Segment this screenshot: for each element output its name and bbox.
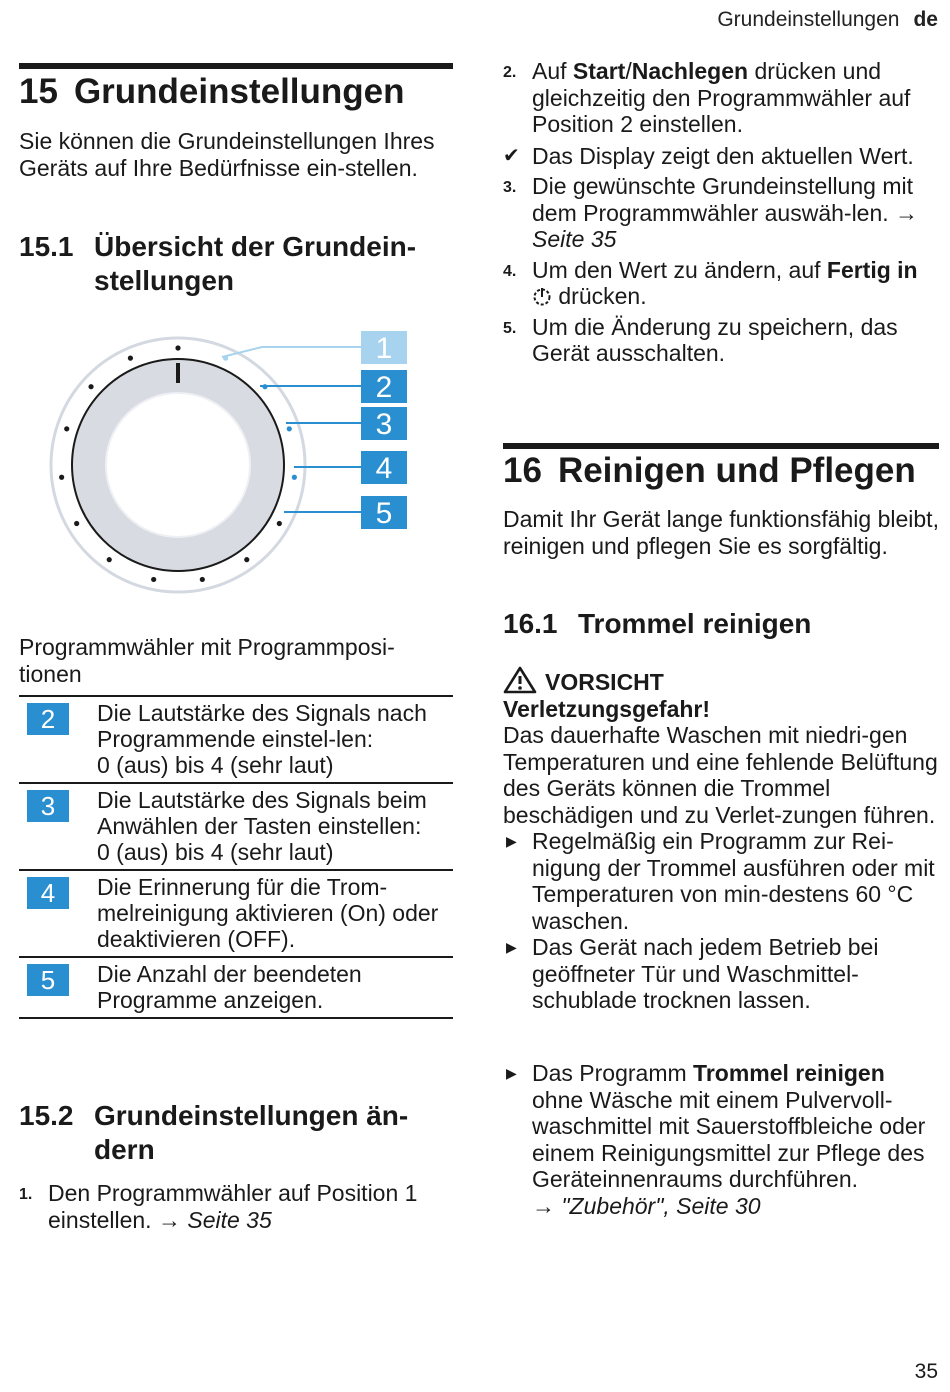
instruction-text: ohne Wäsche mit einem Pulvervoll-waschmittel mit Sauerstoffbleiche oder einem Reinigungsmittel zur Pflege des Geräteinnenraums durchführen. (532, 1086, 926, 1192)
page-reference-link[interactable]: "Zubehör", Seite 30 (561, 1192, 761, 1219)
step-marker: 3. (503, 179, 517, 196)
callout-number: 1 (375, 332, 393, 365)
section-16-rule (503, 443, 939, 449)
dial-center (106, 393, 250, 537)
timer-icon (532, 286, 552, 306)
warning-bullets (503, 828, 939, 1014)
position-dot (277, 521, 282, 526)
settings-table (19, 695, 453, 1019)
position-dot (107, 557, 112, 562)
callout-number: 2 (375, 371, 393, 404)
position-badge: 2 (27, 703, 69, 735)
page-reference-link[interactable]: Seite 35 (187, 1206, 272, 1233)
step-text: Den Programmwähler auf Position 1 einstellen. (48, 1180, 418, 1233)
step-text: Um die Änderung zu speichern, das Gerät ausschalten. (532, 313, 898, 366)
position-dot (200, 577, 205, 582)
bullet-triangle-icon: ▶ (506, 1065, 517, 1081)
position-dot (88, 384, 93, 389)
subsection-number: 16.1 (503, 608, 558, 639)
warning-headline: Verletzungsgefahr! (503, 696, 711, 722)
section-16-heading (503, 452, 939, 490)
section-title: Grundeinstellungen (73, 72, 405, 111)
program-name: Trommel reinigen (693, 1060, 885, 1086)
section-16-intro: Damit Ihr Gerät lange funktionsfähig bleibt, reinigen und pflegen Sie es sorgfältig. (503, 506, 939, 559)
position-dot (292, 475, 297, 480)
badge-cell (19, 957, 97, 1018)
position-dot (287, 426, 292, 431)
description-text: Die Lautstärke des Signals beim Anwählen der Tasten einstellen: (97, 787, 427, 839)
position-badge: 4 (27, 877, 69, 909)
step-1 (19, 1180, 453, 1233)
step-text: Auf (532, 58, 567, 84)
warning-bullet (503, 934, 939, 1014)
setting-description (97, 783, 453, 870)
value-range: 0 (aus) bis 4 (sehr laut) (97, 839, 334, 865)
section-16-1-heading (503, 607, 939, 641)
subsection-title-line2: dern (94, 1134, 155, 1165)
slash: / (625, 58, 632, 84)
page-number: 35 (914, 1360, 938, 1383)
position-dot (175, 345, 180, 350)
position-dot (128, 356, 133, 361)
table-row (19, 870, 453, 957)
header-section: Grundeinstellungen (717, 8, 900, 31)
arrow-icon: → (157, 1206, 181, 1233)
step-3 (503, 173, 939, 253)
callout-number: 4 (375, 452, 393, 485)
section-title: Reinigen und Pflegen (557, 451, 916, 490)
step-marker: 4. (503, 262, 517, 280)
value-range: 0 (aus) bis 4 (sehr laut) (97, 752, 334, 778)
header-language: de (913, 8, 938, 31)
section-15-1-heading (19, 230, 453, 298)
page-reference-link[interactable]: Seite 35 (532, 226, 617, 252)
section-number: 15 (19, 72, 58, 111)
badge-cell (19, 696, 97, 783)
step-text: drücken und gleichzeitig den Programmwähler auf Position 2 einstellen. (532, 58, 911, 137)
step-2 (503, 58, 939, 138)
badge-cell (19, 870, 97, 957)
step-text: Die gewünschte Grundeinstellung mit dem Programmwähler auswäh-len. (532, 173, 913, 226)
instruction-item (503, 1060, 939, 1219)
warning-block (503, 666, 939, 1014)
fertig-button-label: Fertig in (826, 256, 918, 283)
warning-label: VORSICHT (545, 669, 664, 695)
warning-triangle-icon (503, 666, 537, 694)
description-text: Die Lautstärke des Signals nach Programmende einstel-len: (97, 700, 427, 752)
step-text: drücken. (558, 283, 647, 309)
subsection-number: 15.1 (19, 231, 74, 262)
warning-label-row (503, 666, 939, 696)
section-15-2-heading (19, 1099, 453, 1167)
steps-list-continued (503, 58, 939, 367)
arrow-icon: → (895, 199, 919, 226)
setting-description (97, 957, 453, 1018)
section-15-rule (19, 63, 453, 69)
setting-description (97, 870, 453, 957)
step-marker: 5. (503, 319, 517, 337)
setting-description (97, 696, 453, 783)
subsection-number: 15.2 (19, 1100, 74, 1131)
section-number: 16 (503, 451, 542, 490)
step-5 (503, 314, 939, 367)
subsection-title-line1: Übersicht der Grundein- (94, 231, 417, 262)
position-badge: 5 (27, 964, 69, 996)
nachlegen-button-label: Nachlegen (631, 58, 749, 84)
result-line (503, 143, 939, 170)
position-dot (244, 557, 249, 562)
subsection-title-line2: stellungen (94, 265, 235, 296)
dial-caption: Programmwähler mit Programmposi-tionen (19, 634, 395, 687)
result-text: Das Display zeigt den aktuellen Wert. (532, 142, 914, 169)
position-dot (74, 521, 79, 526)
subsection-title: Trommel reinigen (578, 608, 812, 639)
bullet-text: Das Gerät nach jedem Betrieb bei geöffneter Tür und Waschmittel-schublade trocknen lassen. (532, 934, 879, 1013)
step-marker: 1. (19, 1186, 33, 1203)
steps-list-start (19, 1180, 453, 1233)
table-row (19, 783, 453, 870)
checkmark-icon: ✔ (503, 144, 520, 167)
running-header (717, 8, 938, 32)
bullet-triangle-icon: ▶ (506, 939, 517, 955)
section-15-heading (19, 73, 453, 111)
instruction-list (503, 1060, 939, 1219)
position-badge: 3 (27, 790, 69, 822)
section-15-intro: Sie können die Grundeinstellungen Ihres Geräts auf Ihre Bedürfnisse ein-stellen. (19, 128, 435, 181)
description-text: Die Anzahl der beendeten Programme anzeigen. (97, 961, 362, 1013)
position-dot (151, 577, 156, 582)
bullet-triangle-icon: ▶ (506, 833, 517, 849)
instruction-text: Das Programm (532, 1060, 687, 1086)
callout-number: 5 (375, 497, 393, 530)
callout-number: 3 (375, 408, 393, 441)
warning-text: Das dauerhafte Waschen mit niedri-gen Temperaturen und eine fehlende Belüftung des Geräts können die Trommel beschädigen und zu Verlet-zungen führen. (503, 722, 938, 828)
warning-bullet (503, 828, 939, 934)
step-marker: 2. (503, 64, 517, 81)
arrow-icon: → (532, 1192, 555, 1219)
table-row (19, 957, 453, 1018)
position-dot (59, 475, 64, 480)
table-row (19, 696, 453, 783)
step-text: Um den Wert zu ändern, auf (532, 256, 821, 283)
start-button-label: Start (572, 58, 626, 84)
position-dot (64, 426, 69, 431)
program-selector-dial (40, 325, 420, 600)
step-4 (503, 257, 939, 310)
badge-cell (19, 783, 97, 870)
subsection-title-line1: Grundeinstellungen än- (94, 1100, 409, 1131)
description-text: Die Erinnerung für die Trom-melreinigung aktivieren (On) oder deaktivieren (OFF). (97, 874, 439, 952)
bullet-text: Regelmäßig ein Programm zur Rei-nigung der Trommel ausführen oder mit Temperaturen von min-destens 60 °C waschen. (532, 828, 935, 934)
